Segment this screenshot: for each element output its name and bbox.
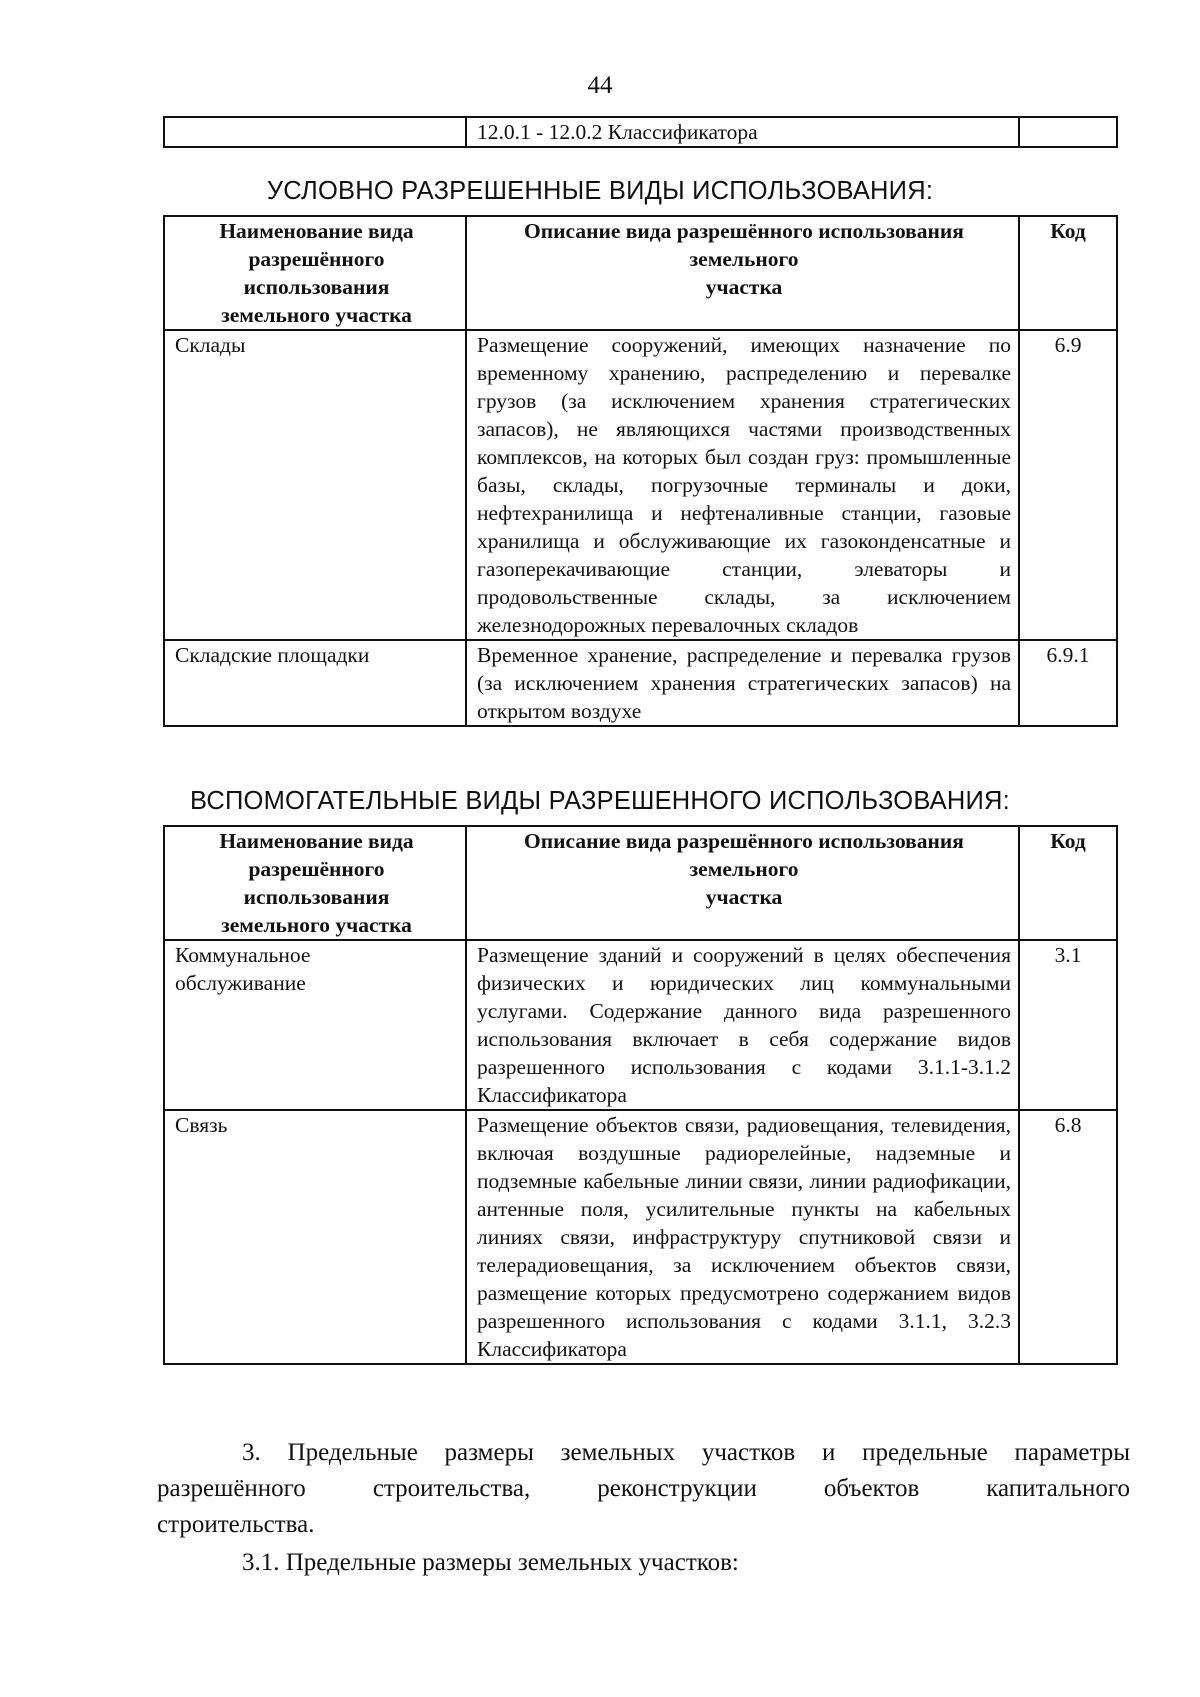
name-cell: Складские площадки (164, 640, 466, 726)
paragraph-3-1: 3.1. Предельные размеры земельных участков: (242, 1549, 739, 1576)
page-number: 44 (587, 72, 613, 99)
description-cell: Размещение объектов связи, радиовещания, телевидения, включая воздушные радиорелейные, надземные и подземные кабельные линии связи, линии радиофикации, антенные поля, усилительные пункты на кабельных линиях связи, инфраструктуру спутниковой связи и телерадиовещания, за исключением объектов связи, размещение которых предусмотрено содержанием видов разрешенного использования с кодами 3.1.1, 3.2.3 Классификатора (466, 1110, 1019, 1364)
auxiliary-uses-table (163, 825, 1118, 1365)
header-code: Код (1019, 826, 1117, 940)
name-cell (164, 117, 466, 147)
table-header-row (164, 826, 1117, 940)
paragraph-3 (157, 1435, 1130, 1543)
conditional-uses-table (163, 215, 1118, 727)
code-cell: 3.1 (1019, 940, 1117, 1110)
code-cell: 6.9.1 (1019, 640, 1117, 726)
code-cell (1019, 117, 1117, 147)
paragraph-3-line-1: 3. Предельные размеры земельных участков и предельные параметры (242, 1439, 1130, 1466)
description-cell: Временное хранение, распределение и перевалка грузов (за исключением хранения стратегических запасов) на открытом воздухе (466, 640, 1019, 726)
paragraph-3-line-2: разрешённого строительства, реконструкции объектов капитального (157, 1475, 1130, 1502)
name-cell: Коммунальное обслуживание (164, 940, 466, 1110)
header-name: Наименование вида разрешённого использования земельного участка (164, 216, 466, 330)
conditional-uses-heading: УСЛОВНО РАЗРЕШЕННЫЕ ВИДЫ ИСПОЛЬЗОВАНИЯ: (266, 177, 934, 205)
header-name: Наименование вида разрешённого использования земельного участка (164, 826, 466, 940)
paragraph-3-line-3: строительства. (157, 1511, 315, 1538)
auxiliary-uses-heading: ВСПОМОГАТЕЛЬНЫЕ ВИДЫ РАЗРЕШЕННОГО ИСПОЛЬЗОВАНИЯ: (190, 787, 1010, 815)
name-cell: Связь (164, 1110, 466, 1364)
code-cell: 6.8 (1019, 1110, 1117, 1364)
header-code: Код (1019, 216, 1117, 330)
description-cell: Размещение сооружений, имеющих назначение по временному хранению, распределению и перевалке грузов (за исключением хранения стратегических запасов), не являющихся частями производственных комплексов, на которых был создан груз: промышленные базы, склады, погрузочные терминалы и доки, нефтехранилища и нефтеналивные станции, газовые хранилища и обслуживающие их газоконденсатные и газоперекачивающие станции, элеваторы и продовольственные склады, за исключением железнодорожных перевалочных складов (466, 330, 1019, 640)
table-row (164, 640, 1117, 726)
continuation-table (163, 116, 1118, 148)
table-row (164, 330, 1117, 640)
table-row (164, 1110, 1117, 1364)
table-header-row (164, 216, 1117, 330)
name-cell: Склады (164, 330, 466, 640)
code-cell: 6.9 (1019, 330, 1117, 640)
description-cell: 12.0.1 - 12.0.2 Классификатора (466, 117, 1019, 147)
table-row (164, 117, 1117, 147)
header-description: Описание вида разрешённого использования земельного участка (466, 826, 1019, 940)
header-description: Описание вида разрешённого использования земельного участка (466, 216, 1019, 330)
table-row (164, 940, 1117, 1110)
description-cell: Размещение зданий и сооружений в целях обеспечения физических и юридических лиц коммунальными услугами. Содержание данного вида разрешенного использования включает в себя содержание видов разрешенного использования с кодами 3.1.1-3.1.2 Классификатора (466, 940, 1019, 1110)
